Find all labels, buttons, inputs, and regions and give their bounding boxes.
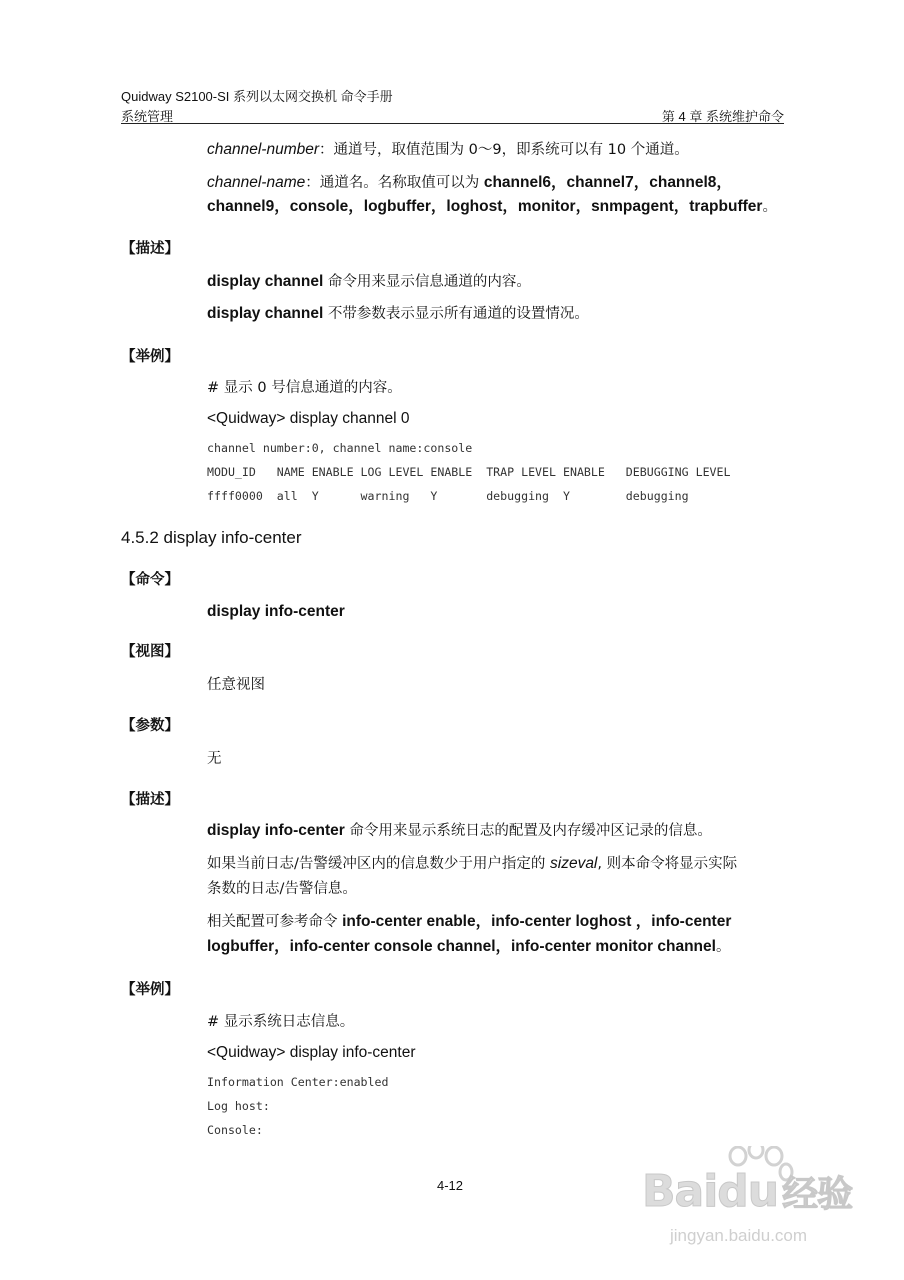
- param-term: channel-number: [207, 141, 320, 158]
- page-number: 4-12: [437, 1178, 464, 1193]
- param-values: channel9，console，logbuffer，loghost，monitor，snmpagent，trapbuffer: [207, 198, 763, 215]
- description-paragraph: display channel 命令用来显示信息通道的内容。: [207, 273, 531, 290]
- description-paragraph-cont: 条数的日志/告警信息。: [207, 881, 357, 897]
- example-comment: # 显示系统日志信息。: [207, 1014, 355, 1030]
- subsection-title: 4.5.2 display info-center: [121, 528, 302, 547]
- command-name: display channel: [207, 305, 324, 322]
- related-commands: info-center enable，info-center loghost ，info-center: [342, 913, 732, 930]
- code-output-line: Log host:: [207, 1099, 270, 1113]
- example-command: <Quidway> display info-center: [207, 1044, 416, 1061]
- command-syntax: display info-center: [207, 603, 345, 620]
- param-description: ：通道号，取值范围为 0～9，即系统可以有 10 个通道。: [319, 142, 689, 158]
- section-heading-example: 【举例】: [121, 349, 179, 365]
- description-paragraph: display info-center 命令用来显示系统日志的配置及内存缓冲区记录的信息。: [207, 822, 712, 839]
- param-channel-number: [207, 140, 689, 160]
- param-term: channel-name: [207, 174, 306, 191]
- command-name: display info-center: [207, 822, 345, 839]
- description-paragraph-cont: logbuffer，info-center console channel，info-center monitor channel。: [207, 938, 731, 955]
- description-paragraph: 如果当前日志/告警缓冲区内的信息数少于用户指定的 sizeval, 则本命令将显示实际: [207, 855, 738, 872]
- param-channel-name: [207, 173, 732, 193]
- section-heading-parameters: 【参数】: [121, 718, 179, 734]
- section-heading-description: 【描述】: [121, 792, 179, 808]
- param-term: sizeval: [550, 855, 598, 872]
- code-output-line: Information Center:enabled: [207, 1075, 389, 1089]
- watermark-url: jingyan.baidu.com: [670, 1226, 808, 1245]
- example-command: <Quidway> display channel 0: [207, 410, 410, 427]
- related-commands: logbuffer，info-center console channel，info-center monitor channel: [207, 938, 716, 955]
- view-text: 任意视图: [207, 677, 265, 693]
- section-heading-example: 【举例】: [121, 982, 179, 998]
- baidu-watermark: [640, 1146, 870, 1256]
- header-section-name: 系统管理: [121, 109, 174, 124]
- header-product-title: Quidway S2100-SI 系列以太网交换机 命令手册: [121, 89, 393, 104]
- description-paragraph: display channel 不带参数表示显示所有通道的设置情况。: [207, 305, 589, 322]
- description-paragraph: 相关配置可参考命令 info-center enable，info-center loghost ，info-center: [207, 913, 732, 930]
- code-output-line: MODU_ID NAME ENABLE LOG LEVEL ENABLE TRAP LEVEL ENABLE DEBUGGING LEVEL: [207, 465, 731, 479]
- param-values: channel6，channel7，channel8，: [483, 174, 732, 191]
- section-heading-description: 【描述】: [121, 241, 179, 257]
- code-output-line: ffff0000 all Y warning Y debugging Y debugging: [207, 489, 689, 503]
- parameters-text: 无: [207, 751, 222, 767]
- example-comment: # 显示 0 号信息通道的内容。: [207, 380, 402, 396]
- header-chapter-title: 第 4 章 系统维护命令: [661, 109, 784, 124]
- param-description: ：通道名。名称取值可以为: [305, 175, 484, 191]
- section-heading-command: 【命令】: [121, 572, 179, 588]
- section-heading-view: 【视图】: [121, 644, 179, 660]
- code-output-line: channel number:0, channel name:console: [207, 441, 473, 455]
- command-name: display channel: [207, 273, 324, 290]
- watermark-brand: Baidu 经验: [642, 1166, 853, 1217]
- header-rule: [121, 123, 784, 124]
- param-channel-name-cont: channel9，console，logbuffer，loghost，monitor，snmpagent，trapbuffer。: [207, 198, 777, 215]
- code-output-line: Console:: [207, 1123, 263, 1137]
